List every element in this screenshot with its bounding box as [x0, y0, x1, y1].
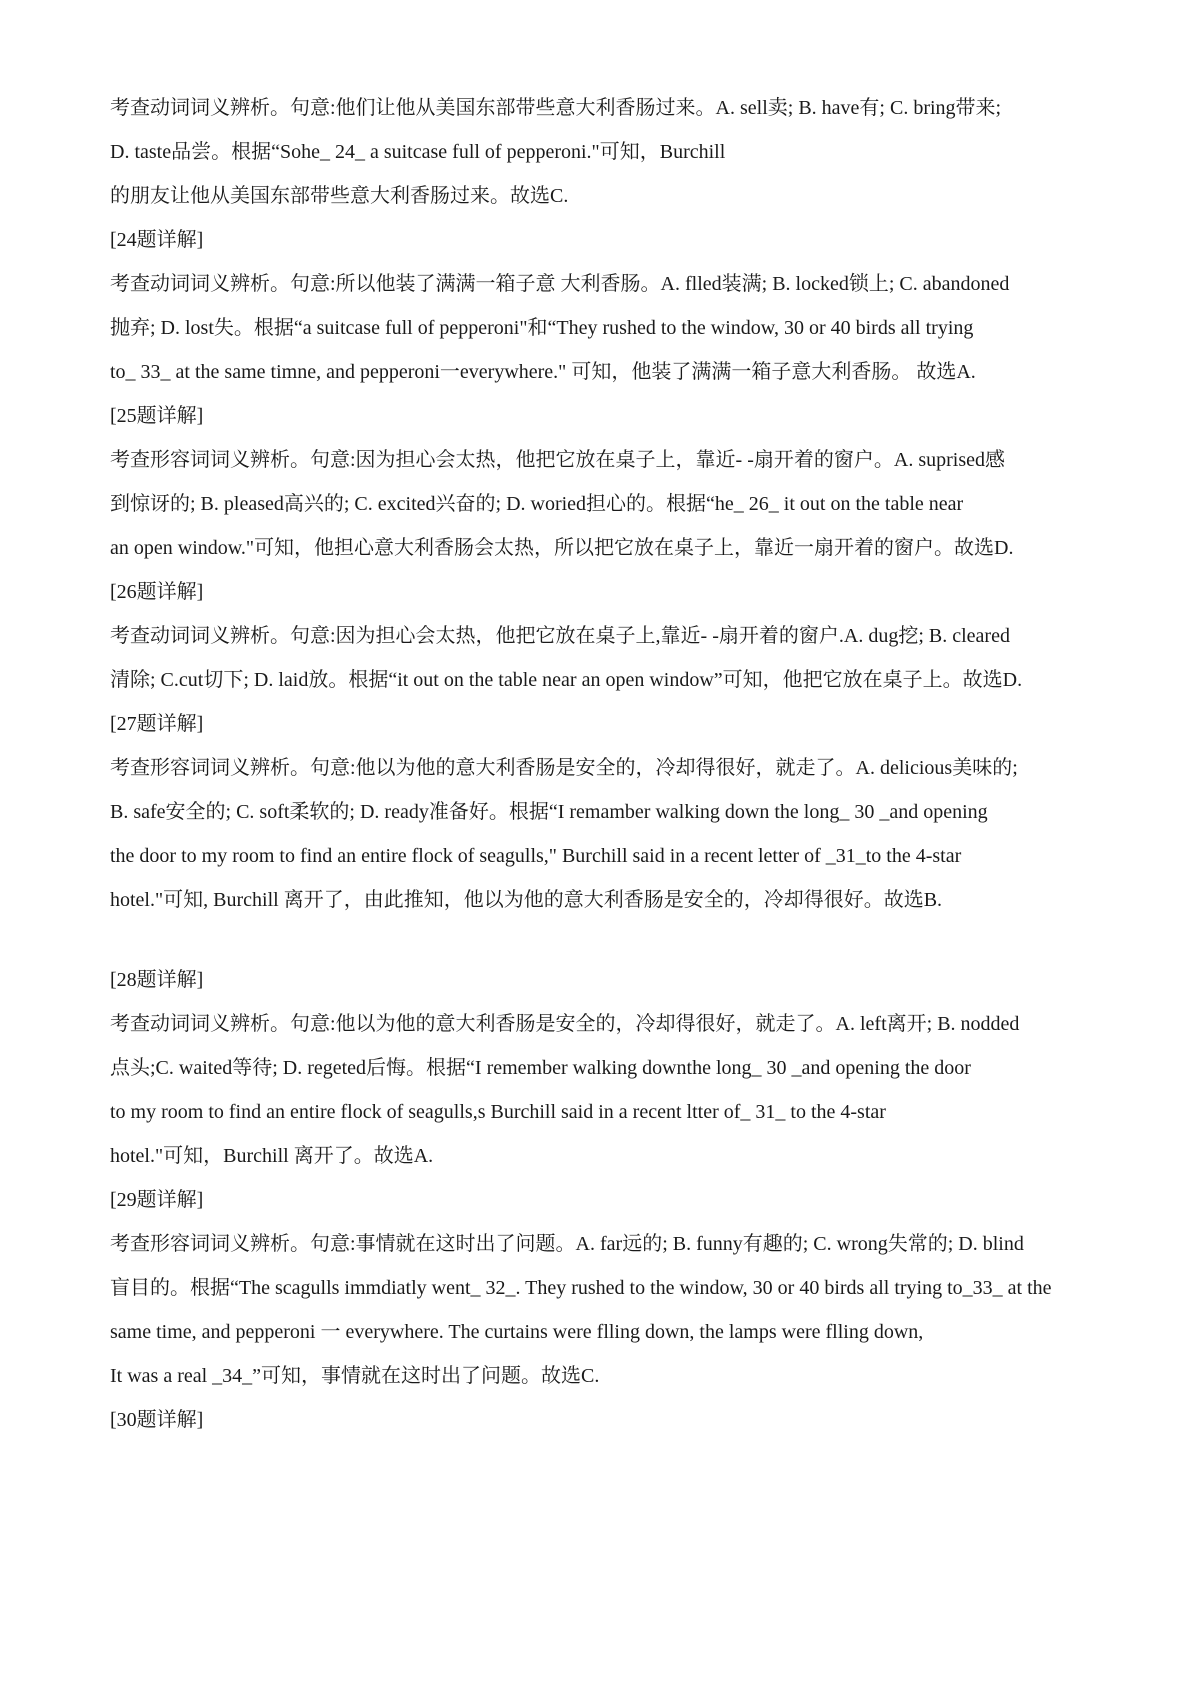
- paragraph-line: 考查形容词词义辨析。句意:事情就在这时出了问题。A. far远的; B. funny有趣的; C. wrong失常的; D. blind: [110, 1233, 1024, 1255]
- paragraph-line: B. safe安全的; C. soft柔软的; D. ready准备好。根据“I remamber walking down the long_ 30 _and opening: [110, 801, 988, 823]
- section-heading: [28题详解]: [110, 969, 204, 991]
- paragraph-line: 考查形容词词义辨析。句意:他以为他的意大利香肠是安全的，冷却得很好，就走了。A. delicious美味的;: [110, 757, 1018, 779]
- paragraph-line: 考查动词词义辨析。句意:他以为他的意大利香肠是安全的，冷却得很好，就走了。A. left离开; B. nodded: [110, 1013, 1020, 1035]
- section-heading: [25题详解]: [110, 405, 204, 427]
- paragraph-line: D. taste品尝。根据“Sohe_ 24_ a suitcase full of pepperoni."可知，Burchill: [110, 141, 726, 163]
- paragraph-line: 考查动词词义辨析。句意:因为担心会太热，他把它放在桌子上,靠近- -扇开着的窗户.A. dug挖; B. cleared: [110, 625, 1010, 647]
- section-heading: [24题详解]: [110, 229, 204, 251]
- section-heading: [29题详解]: [110, 1189, 204, 1211]
- paragraph-line: hotel."可知，Burchill 离开了。故选A.: [110, 1145, 434, 1167]
- section-heading: [26题详解]: [110, 581, 204, 603]
- paragraph-line: 考查形容词词义辨析。句意:因为担心会太热，他把它放在桌子上，靠近- -扇开着的窗户。A. suprised感: [110, 449, 1005, 471]
- paragraph-line: 考查动词词义辨析。句意:所以他装了满满一箱子意 大利香肠。A. flled装满; B. locked锁上; C. abandoned: [110, 273, 1010, 295]
- paragraph-line: 抛弃; D. lost失。根据“a suitcase full of pepperoni"和“They rushed to the window, 30 or 40 birds all trying: [110, 317, 974, 339]
- paragraph-line: to_ 33_ at the same timne, and pepperoni一everywhere." 可知，他装了满满一箱子意大利香肠。 故选A.: [110, 361, 976, 383]
- paragraph-line: the door to my room to find an entire flock of seagulls," Burchill said in a recent letter of _31_to the 4-star: [110, 845, 962, 867]
- paragraph-line: to my room to find an entire flock of seagulls,s Burchill said in a recent ltter of_ 31_ to the 4-star: [110, 1101, 886, 1123]
- paragraph-line: 考查动词词义辨析。句意:他们让他从美国东部带些意大利香肠过来。A. sell卖; B. have有; C. bring带来;: [110, 97, 1002, 119]
- section-heading: [30题详解]: [110, 1409, 204, 1431]
- paragraph-line: hotel."可知, Burchill 离开了，由此推知，他以为他的意大利香肠是安全的，冷却得很好。故选B.: [110, 889, 943, 911]
- paragraph-line: 盲目的。根据“The scagulls immdiatly went_ 32_. They rushed to the window, 30 or 40 birds all trying to_33_ at the: [110, 1277, 1052, 1299]
- paragraph-line: 点头;C. waited等待; D. regeted后悔。根据“I remember walking downthe long_ 30 _and opening the door: [110, 1057, 971, 1079]
- paragraph-line: It was a real _34_”可知，事情就在这时出了问题。故选C.: [110, 1365, 600, 1387]
- paragraph-line: an open window."可知，他担心意大利香肠会太热，所以把它放在桌子上，靠近一扇开着的窗户。故选D.: [110, 537, 1014, 559]
- paragraph-line: same time, and pepperoni 一 everywhere. The curtains were flling down, the lamps were flling down,: [110, 1321, 924, 1343]
- section-heading: [27题详解]: [110, 713, 204, 735]
- paragraph-line: 清除; C.cut切下; D. laid放。根据“it out on the table near an open window”可知，他把它放在桌子上。故选D.: [110, 669, 1023, 691]
- paragraph-line: 的朋友让他从美国东部带些意大利香肠过来。故选C.: [110, 185, 569, 207]
- paragraph-line: 到惊讶的; B. pleased高兴的; C. excited兴奋的; D. woried担心的。根据“he_ 26_ it out on the table near: [110, 493, 964, 515]
